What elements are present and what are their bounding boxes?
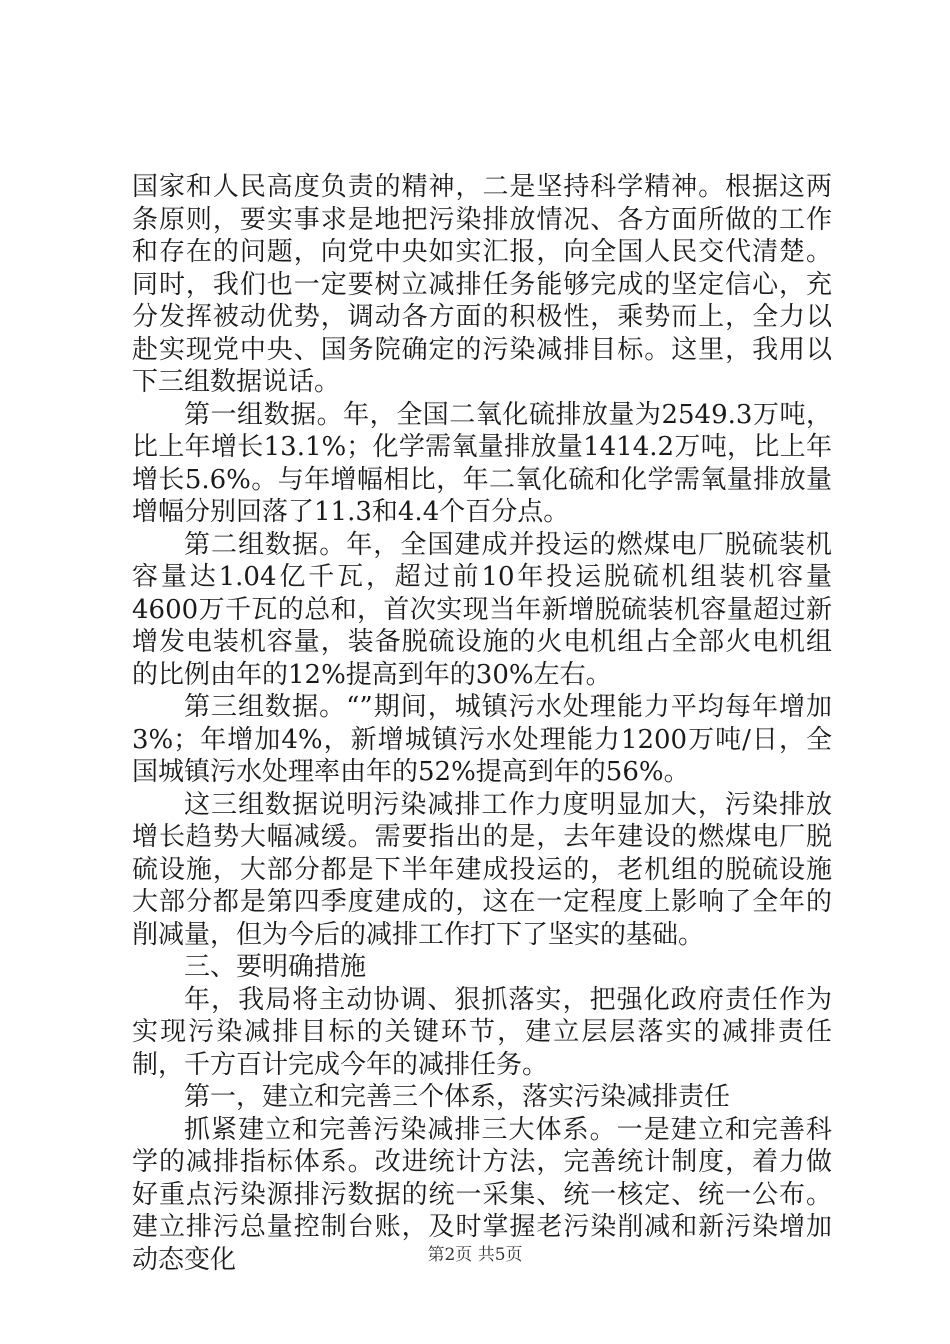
paragraph-9: 抓紧建立和完善污染减排三大体系。一是建立和完善科学的减排指标体系。改进统计方法，完善统计制度，着力做好重点污染源排污数据的统一采集、统一核定、统一公布。建立排污总量控制台账，及时掌握老污染削减和新污染增加动态变化 [132, 1114, 832, 1275]
paragraph-5: 这三组数据说明污染减排工作力度明显加大，污染排放增长趋势大幅减缓。需要指出的是，去年建设的燃煤电厂脱硫设施，大部分都是下半年建成投运的，老机组的脱硫设施大部分都是第四季度建成的，这在一定程度上影响了全年的削减量，但为今后的减排工作打下了坚实的基础。 [132, 789, 832, 950]
paragraph-4: 第三组数据。“”期间，城镇污水处理能力平均每年增加3%；年增加4%，新增城镇污水处理能力1200万吨/日，全国城镇污水处理率由年的52%提高到年的56%。 [132, 692, 832, 787]
paragraph-3: 第二组数据。年，全国建成并投运的燃煤电厂脱硫装机容量达1.04亿千瓦，超过前10年投运脱硫机组装机容量4600万千瓦的总和，首次实现当年新增脱硫装机容量超过新增发电装机容量，装备脱硫设施的火电机组占全部火电机组的比例由年的12%提高到年的30%左右。 [132, 529, 832, 690]
paragraph-2: 第一组数据。年，全国二氧化硫排放量为2549.3万吨，比上年增长13.1%；化学需氧量排放量1414.2万吨，比上年增长5.6%。与年增幅相比，年二氧化硫和化学需氧量排放量增幅分别回落了11.3和4.4个百分点。 [132, 399, 832, 527]
page-number-footer: 第2页 共5页 [427, 1245, 523, 1265]
paragraph-1: 国家和人民高度负责的精神，二是坚持科学精神。根据这两条原则，要实事求是地把污染排放情况、各方面所做的工作和存在的问题，向党中央如实汇报，向全国人民交代清楚。同时，我们也一定要树立减排任务能够完成的坚定信心，充分发挥被动优势，调动各方面的积极性，乘势而上，全力以赴实现党中央、国务院确定的污染减排目标。这里，我用以下三组数据说话。 [132, 172, 832, 397]
subsection-heading: 第一，建立和完善三个体系，落实污染减排责任 [184, 1082, 731, 1112]
document-body [132, 171, 832, 1276]
paragraph-7: 年，我局将主动协调、狠抓落实，把强化政府责任作为实现污染减排目标的关键环节，建立层层落实的减排责任制，千方百计完成今年的减排任务。 [132, 984, 832, 1080]
section-heading: 三、要明确措施 [184, 952, 367, 982]
